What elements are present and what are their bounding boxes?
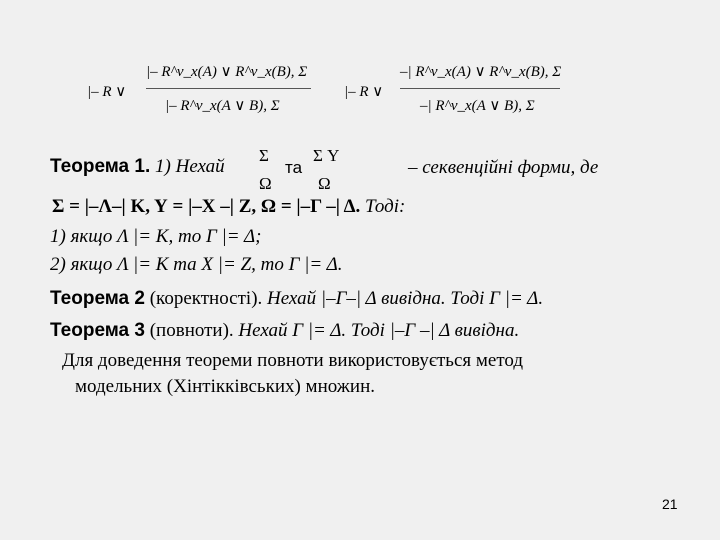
rule-left-numerator: |– R^ν_x(A) ∨ R^ν_x(B), Σ: [146, 64, 308, 80]
rule-right-denominator: –| R^ν_x(A ∨ B), Σ: [420, 98, 535, 114]
theorem1-item1: 1) якщо Λ |= Κ, то Γ |= Δ;: [50, 226, 262, 247]
theorem1-frac2-num: Σ Y: [313, 146, 340, 165]
theorem2-title: Теорема 2: [50, 288, 145, 309]
theorem1-title: Теорема 1.: [50, 156, 151, 177]
theorem1-and-word: та: [285, 158, 303, 177]
rule-right-fraction-line: [400, 88, 560, 89]
rule-right-conclusion-prefix: |– R ∨: [344, 84, 384, 100]
theorem2-text: Нехай |–Γ–| Δ вивідна. Тоді Γ |= Δ.: [267, 288, 544, 309]
theorem1-heading: [50, 156, 225, 178]
theorem1-then-word: Тоді:: [365, 196, 406, 217]
theorem1-defs-text: Σ = |–Λ–| Κ, Υ = |–Χ –| Ζ, Ω = |–Γ –| Δ.: [52, 196, 361, 217]
theorem3-text: Нехай Γ |= Δ. Тоді |–Γ –| Δ вивідна.: [238, 320, 520, 341]
theorem2: [50, 288, 543, 310]
theorem3-paren: (повноти).: [149, 320, 234, 341]
theorem1-frac1-den: Ω: [259, 174, 272, 193]
theorem1-frac2-den: Ω: [318, 174, 331, 193]
rule-left-fraction-line: [146, 88, 311, 89]
theorem1-tail: – секвенційні форми, де: [408, 157, 599, 178]
rule-left-conclusion-prefix: |– R ∨: [87, 84, 127, 100]
theorem3: [50, 320, 519, 342]
theorem2-paren: (коректності).: [149, 288, 263, 309]
theorem3-title: Теорема 3: [50, 320, 145, 341]
rule-right-numerator: –| R^ν_x(A) ∨ R^ν_x(B), Σ: [400, 64, 562, 80]
theorem1-item2: 2) якщо Λ |= Κ та Χ |= Ζ, то Γ |= Δ.: [50, 254, 343, 275]
closing-line-1: Для доведення теореми повноти використовується метод: [62, 350, 524, 371]
theorem1-frac1-num: Σ: [259, 146, 269, 165]
closing-line-2: модельних (Хінтікківських) множин.: [75, 376, 375, 397]
rule-left-denominator: |– R^ν_x(A ∨ B), Σ: [165, 98, 280, 114]
theorem1-intro: 1) Нехай: [155, 156, 225, 177]
page-number: 21: [662, 496, 678, 512]
theorem1-definitions: [52, 196, 405, 218]
